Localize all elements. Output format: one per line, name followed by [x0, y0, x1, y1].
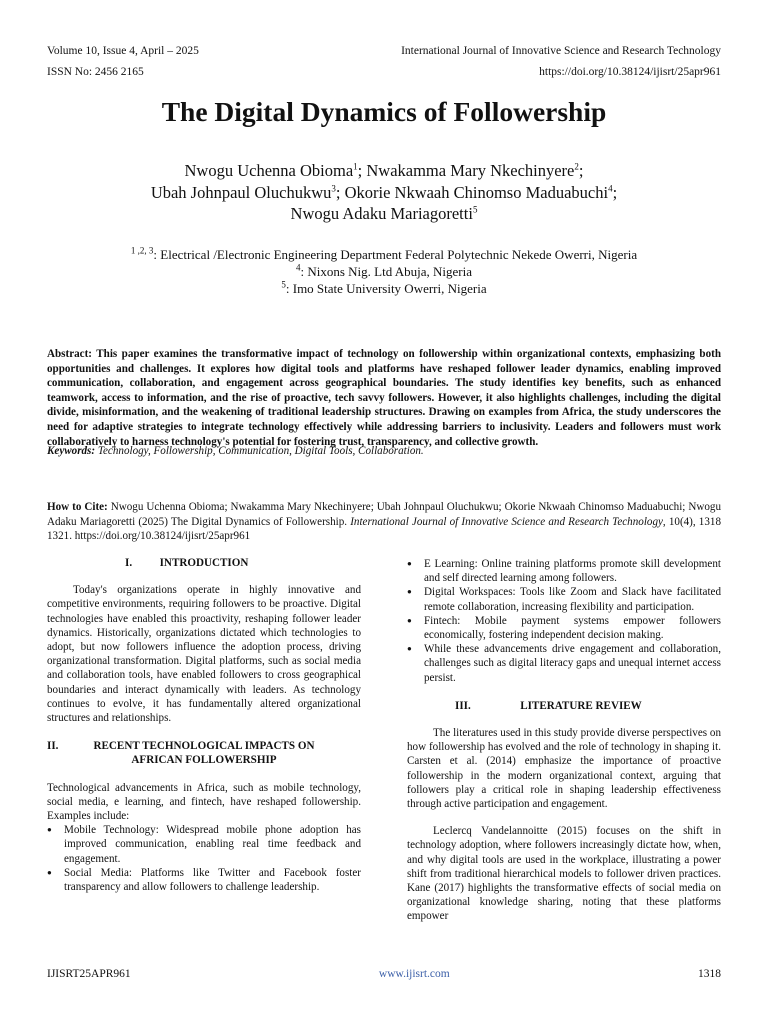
author-4-sup: 4	[608, 183, 613, 193]
author-sep: ;	[578, 161, 584, 180]
affiliation-3-text: : Imo State University Owerri, Nigeria	[285, 281, 487, 296]
section-number: III.	[455, 699, 471, 712]
doi-link[interactable]: https://doi.org/10.38124/ijisrt/25apr961	[539, 66, 721, 78]
author-3: Ubah Johnpaul Oluchukwu	[150, 182, 332, 202]
affiliation-1-text: : Electrical /Electronic Engineering Department Federal Polytechnic Nekede Owerri, Nigeria	[153, 247, 638, 262]
volume-info: Volume 10, Issue 4, April – 2025	[47, 45, 199, 57]
affiliation-2-text: : Nixons Nig. Ltd Abuja, Nigeria	[300, 264, 472, 279]
keywords	[47, 444, 721, 459]
author-2-sup: 2	[574, 161, 579, 172]
literature-paragraph-1: The literatures used in this study provide diverse perspectives on how followership has evolved and the role of technology in shaping it. Carsten et al. (2014) emphasize the importance of proactive followership in the modern organizational context, arguing that followers play a critical role in shaping leadership effectiveness through active participation and engagement.	[407, 727, 721, 811]
citation	[47, 500, 721, 544]
section-number: I.	[125, 557, 133, 569]
keywords-label: Keywords:	[47, 445, 96, 457]
section-heading-recent-impacts	[47, 739, 361, 767]
author-4: ; Okorie Nkwaah Chinomso Maduabuchi	[335, 182, 609, 202]
keywords-text: Technology, Followership, Communication, Digital Tools, Collaboration.	[95, 445, 424, 457]
section-title: LITERATURE REVIEW	[520, 699, 642, 712]
section2-intro: Technological advancements in Africa, such as mobile technology, social media, e learning, and fintech, have reshaped followership. Examples include:	[47, 781, 361, 823]
list-item: ● Mobile Technology: Widespread mobile phone adoption has improved communication, enabling real time feedback and engagement.	[47, 823, 361, 866]
page-footer	[47, 968, 721, 980]
page-number: 1318	[698, 968, 721, 980]
section-heading-literature-review	[407, 699, 721, 713]
list-item: ● Fintech: Mobile payment systems empower followers economically, fostering independent decision making.	[407, 614, 721, 642]
citation-label: How to Cite:	[47, 501, 108, 513]
running-header-top	[47, 44, 721, 58]
running-header-bottom	[47, 65, 721, 79]
affiliation-2	[0, 263, 768, 280]
author-5-sup: 5	[472, 204, 478, 215]
list-item: ● Digital Workspaces: Tools like Zoom and Slack have facilitated remote collaboration, increasing flexibility and participation.	[407, 585, 721, 613]
abstract: Abstract: This paper examines the transformative impact of technology on followership within organizational contexts, emphasizing both opportunities and challenges. It explores how digital tools and platforms have reshaped follower leader dynamics, enabling improved communication, collaboration, and engagement across geographical boundaries. The study identifies key benefits, such as enhanced teamwork, access to information, and the rise of proactive, tech savvy followers. However, it also highlights challenges, including the digital divide, misinformation, and the weakening of traditional leadership structures. Drawing on examples from Africa, the study underscores the need for adaptive strategies to integrate technology effectively while addressing barriers to inclusivity. Leaders and followers must work collaboratively to harness technology's potential for fostering trust, transparency, and collective growth.	[47, 348, 721, 448]
intro-paragraph: Today's organizations operate in highly innovative and competitive environments, requiring followers to be proactive. Digital technologies have enabled this proactivity, reshaping follower leader dynamics. Historically, organizations dictated which technologies to adopt, but now followers influence the adoption process, driving organizational transformation. Digital platforms, such as social media and collaboration tools, have enabled followers to cross geographical boundaries and interact dynamically with leaders. As technology continues to evolve, it has fundamentally altered organizational structures and relationships.	[47, 584, 361, 725]
journal-website-link[interactable]: www.ijisrt.com	[378, 968, 450, 980]
bullet-list-right	[407, 557, 721, 685]
section-number: II.	[47, 740, 59, 753]
author-5: Nwogu Adaku Mariagoretti	[290, 204, 473, 223]
bullet-list-left	[47, 823, 361, 894]
affiliation-3	[0, 280, 768, 297]
literature-paragraph-2: Leclercq Vandelannoitte (2015) focuses on the shift in technology adoption, where followers increasingly dictate how, when, and why digital tools are used in the workplace, illustrating a power shift from traditional hierarchical models to follower driven practices. Kane (2017) highlights the transformative effects of social media on organizational knowledge sharing, noting that these platforms empower	[407, 825, 721, 923]
affiliation-3-sup: 5	[281, 279, 286, 290]
list-item: ● While these advancements drive engagement and collaboration, challenges such as digital literacy gaps and unequal internet access persist.	[407, 642, 721, 685]
author-sep: ;	[612, 182, 618, 202]
citation-doi: , 10(4), 1318 1321. https://doi.org/10.38124/ijisrt/25apr961	[47, 515, 721, 543]
list-item: ● E Learning: Online training platforms promote skill development and self directed learning among followers.	[407, 557, 721, 585]
author-list	[0, 160, 768, 225]
list-item: ● Social Media: Platforms like Twitter and Facebook foster transparency and allow followers to challenge leadership.	[47, 866, 361, 894]
citation-journal: International Journal of Innovative Science and Research Technology	[350, 515, 663, 528]
citation-text: Nwogu Uchenna Obioma; Nwakamma Mary Nkechinyere; Ubah Johnpaul Oluchukwu; Okorie Nkwaah Chinomso Maduabuchi; Nwogu Adaku Mariagoretti (2025) The Digital Dynamics of Followership.	[47, 501, 722, 528]
paper-title: The Digital Dynamics of Followership	[161, 96, 607, 127]
affiliation-1-sup: 1 ,2, 3	[130, 245, 154, 256]
section-title: INTRODUCTION	[159, 557, 249, 569]
author-1-sup: 1	[353, 161, 358, 172]
affiliations	[0, 246, 768, 297]
paper-id: IJISRT25APR961	[47, 968, 131, 980]
section-title-line2: AFRICAN FOLLOWERSHIP	[131, 754, 277, 767]
journal-name: International Journal of Innovative Science and Research Technology	[401, 45, 721, 57]
author-1: Nwogu Uchenna Obioma	[184, 161, 354, 180]
section-heading-introduction	[47, 556, 361, 570]
author-3-sup: 3	[331, 183, 336, 193]
affiliation-2-sup: 4	[295, 262, 301, 273]
author-2: ; Nwakamma Mary Nkechinyere	[357, 161, 575, 180]
section-title-line1: RECENT TECHNOLOGICAL IMPACTS ON	[93, 740, 315, 753]
right-column	[407, 557, 721, 924]
left-column	[47, 556, 361, 894]
affiliation-1	[0, 246, 768, 263]
issn: ISSN No: 2456 2165	[47, 66, 144, 78]
